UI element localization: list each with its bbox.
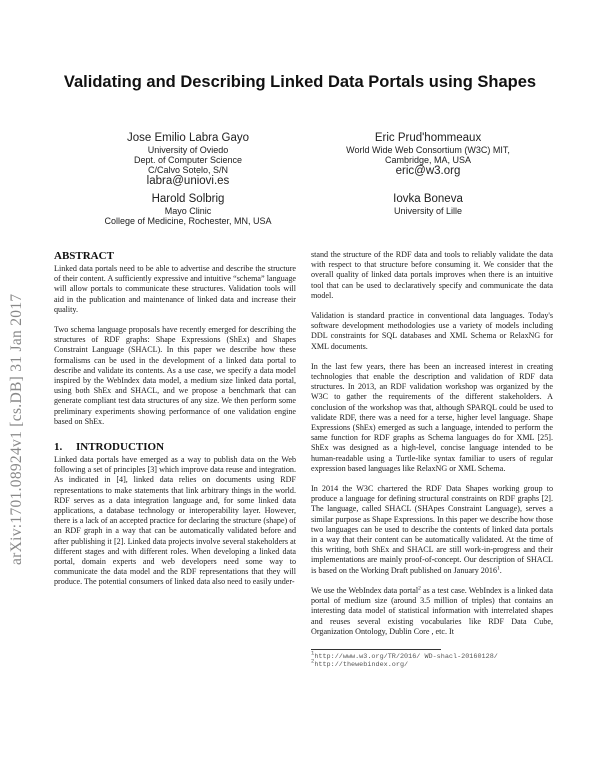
abstract-paragraph: Two schema language proposals have recently emerged for describing the structures of RDF graphs: Shape Expressions (ShEx) and Shapes Constraint Language (SHACL). In this paper we describe how these formalisms can be used in the development of a linked data portal to describe and validate its contents. As a use case, we specify a data model inspired by the WebIndex data model, a medium size linked data portal, using both ShEx and SHACL, and we propose a benchmark that can generate compliant test data structures of any size. We then perform some preliminary experiments showing performance of one validation engine based on ShEx. [54,325,296,426]
body-paragraph: stand the structure of the RDF data and tools to reliably validate the data with respect to that structure before consuming it. We consider that the overall quality of linked data portals improves when there is an intuitive tool that can be used to declaratively specify and communicate the data model. [311,250,553,300]
body-paragraph: Validation is standard practice in conventional data languages. Today's software development methodologies use a variety of models including DDL constraints for SQL databases and XML Schema or RelaxNG for XML documents. [311,311,553,351]
author-block [60,132,316,187]
arxiv-stamp: arXiv:1701.08924v1 [cs.DB] 31 Jan 2017 [8,293,25,565]
abstract-paragraph: Linked data portals need to be able to advertise and describe the structure of their content. A sufficiently expressive and intuitive “schema” language will allow portals to communicate these structures. Validation tools will aid in the publication and maintenance of linked data and increase their quality. [54,264,296,314]
footnote-marker: 2 [418,585,421,592]
footnote-link[interactable]: http://www.w3.org/TR/2016/ WD-shacl-20160128/ [314,652,498,661]
footnote-link[interactable]: http://thewebindex.org/ [314,661,409,670]
body-paragraph: In the last few years, there has been an increased interest in creating technologies that enable the description and validation of RDF data structures. In 2013, an RDF validation workshop was organized by the W3C to gather the requirements of the different stakeholders. A conclusion of the workshop was that, although SPARQL could be used to validate RDF, there was a need for a terse, higher level language. Shape Expressions (ShEx) emerged as such a language, intended to perform the same function for RDF graphs as Schema languages do for XML [25]. ShEx was designed as a high-level, concise language intended to be human-readable using a Turtle-like syntax familiar to users of regular expression based languages like RelaxNG or XML Schema. [311,361,553,473]
author-name: Eric Prud'hommeaux [374,132,482,144]
author-affiliation: World Wide Web Consortium (W3C) MIT, [346,145,510,155]
author-affiliation: University of Lille [393,206,463,216]
body-paragraph [311,586,553,637]
paper-title: Validating and Describing Linked Data Portals using Shapes [63,73,537,91]
abstract-heading: ABSTRACT [54,250,114,262]
body-paragraph: Linked data portals have emerged as a way to publish data on the Web following a set of principles [3] which improve data reuse and integration. As indicated in [4], linked data relies on documents using RDF representations to make statements that link arbitrary things in the world. RDF serves as a data integration language and, for some linked data applications, a database technology or interoperability layer. However, there is a lack of an accepted practice for declaring the structure (shape) of an RDF graph in a way that can be automatically validated before and after publishing it [2]. Linked data projects involve several stakeholders at different stages and with different roles. When developing a linked data portal, domain experts and web developers need some way to communicate the data model and the RDF representations that they will produce. The potential consumers of linked data also need to easily under- [54,455,296,587]
author-name: Jose Emilio Labra Gayo [126,132,250,144]
section-number: 1. [54,441,63,454]
author-email: labra@uniovi.es [146,175,230,187]
paragraph-text: In 2014 the W3C chartered the RDF Data Shapes working group to produce a language for defining structural constraints on RDF graphs [2]. The language, called SHACL (SHApes Constraint Language), serves a similar purpose as Shape Expressions. In this paper we describe how those two languages can be used to describe the contents of linked data portals in a way that their content can be automatically validated. At the time of this writing, both ShEx and SHACL are still work-in-progress and their implementations are mainly proof-of-concept. Our description of SHACL is based on the Working Draft published on January 2016 [311,484,553,575]
author-name: Harold Solbrig [151,193,225,205]
footnote-divider [311,649,441,650]
author-email: eric@w3.org [395,165,461,177]
section-title: INTRODUCTION [76,441,165,454]
footnote-marker: 1 [497,565,500,571]
paragraph-text: as a test case. WebIndex is a linked data portal of medium size (around 3.5 million of triples) that contains an interesting data model of statistical information with interrelated shapes and reuses several existing vocabularies like RDF Data Cube, Organization Ontology, Dublin Core , etc. It [311,585,553,636]
body-paragraph: In 2014 the W3C chartered the RDF Data Shapes working group to produce a language for defining structural constraints on RDF graphs [2]. The language, called SHACL (SHApes Constraint Language), serves a similar purpose as Shape Expressions. In this paper we describe how those two languages can be used to describe the contents of linked data portals in a way that their content can be automatically validated. At the time of this writing, both ShEx and SHACL are still work-in-progress and their implementations are mainly proof-of-concept. Our description of SHACL is based on the Working Draft published on January 2016$^1$. [311,484,553,575]
footnote-marker: 2 [311,658,315,666]
author-name: Iovka Boneva [393,193,463,205]
author-affiliation: College of Medicine, Rochester, MN, USA [104,216,272,226]
footnote-marker: 1 [311,649,315,657]
paragraph-text: We use the WebIndex data portal [311,585,419,595]
author-affiliation: Mayo Clinic [164,206,212,216]
author-block [300,132,556,177]
author-block [60,193,316,226]
right-column [311,250,553,670]
author-affiliation: Cambridge, MA, USA [384,155,472,165]
author-affiliation: Dept. of Computer Science [133,155,243,165]
left-column [54,250,296,598]
author-affiliation: C/Calvo Sotelo, S/N [147,165,229,175]
author-affiliation: University of Oviedo [147,145,229,155]
footnote [311,658,553,670]
introduction-heading [54,441,296,454]
author-block [300,193,556,216]
